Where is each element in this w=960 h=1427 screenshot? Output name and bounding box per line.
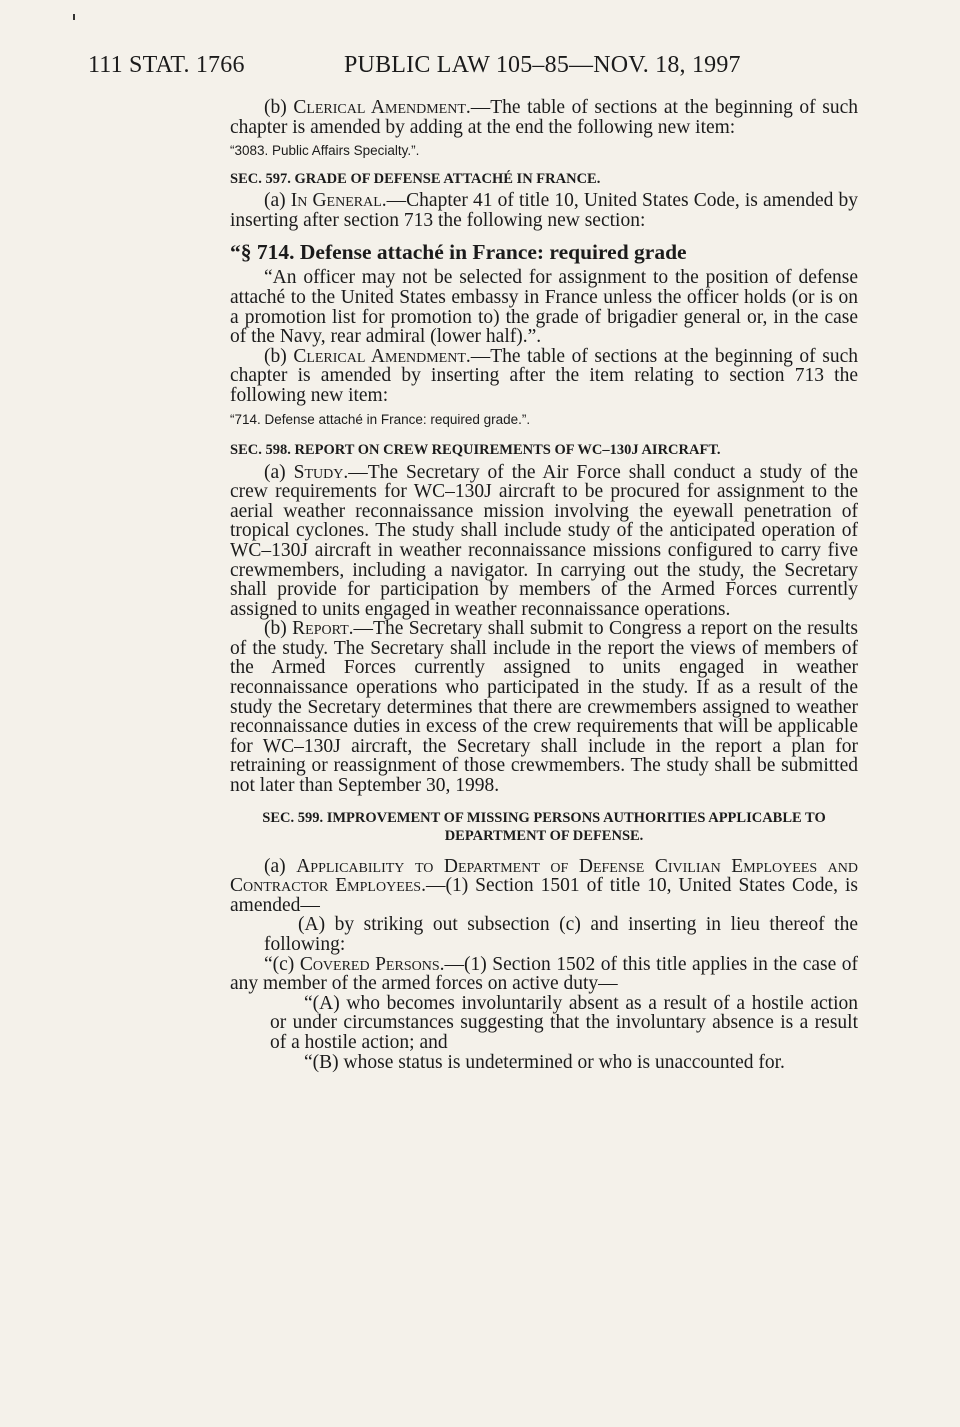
section-598-heading: SEC. 598. REPORT ON CREW REQUIREMENTS OF WC–130J AIRCRAFT. <box>230 441 721 458</box>
study-heading: Study <box>293 461 344 483</box>
report-heading: Report <box>292 618 349 640</box>
section-599-heading: SEC. 599. IMPROVEMENT OF MISSING PERSONS AUTHORITIES APPLICABLE TO DEPARTMENT OF DEFENSE. <box>262 809 826 844</box>
clause-c1A: “(A) who becomes involuntarily absent as a result of a hostile action or under circumstances suggesting that the involuntary absence is a result of a hostile action; and <box>270 992 858 1053</box>
clause-c1B: “(B) whose status is undetermined or who is unaccounted for. <box>304 1051 785 1073</box>
applicability-heading: Applicability to Department of Defense Civilian Employees and Contractor Employees <box>230 855 858 897</box>
clerical-amendment-597b: (b) Clerical Amendment.—The table of sections at the beginning of such chapter is amended by inserting after the item relating to section 713 the following new item: <box>230 345 858 406</box>
covered-persons-heading: Covered Persons <box>299 953 440 975</box>
section-597a: (a) In General.—Chapter 41 of title 10, United States Code, is amended by inserting after section 713 the following new section: <box>230 190 858 231</box>
clerical-amendment-heading: Clerical Amendment <box>293 97 466 118</box>
section-598a: (a) Study.—The Secretary of the Air Force shall conduct a study of the crew requirements for WC–130J aircraft to be procured for assignment to the aerial weather reconnaissance mission involving the eyewall penetration of tropical cyclones. The study shall include study of the anticipated operation of WC–130J aircraft in weather reconnaissance missions configured to carry five crewmembers, including a navigator. In carrying out the study, the Secretary shall provide for participation by members of the Armed Forces currently assigned to units engaged in weather reconnaissance operations. <box>230 461 858 620</box>
clerical-amendment-596b: (b) Clerical Amendment.—The table of sections at the beginning of such chapter is amended by adding at the end the following new item: <box>230 97 858 138</box>
in-general-heading: In General <box>290 190 382 212</box>
clerical-amendment-heading-2: Clerical Amendment <box>293 345 466 367</box>
section-597-heading: SEC. 597. GRADE OF DEFENSE ATTACHÉ IN FRANCE. <box>230 171 601 188</box>
section-598b: (b) Report.—The Secretary shall submit to Congress a report on the results of the study. The Secretary shall include in the report the views of members of the Armed Forces currently assigned to units engaged in weather reconnaissance operations who participated in the study. If as a result of the study the Secretary determines that there are crewmembers assigned to weather reconnaissance duties in excess of the crew requirements that will be applicable for WC–130J aircraft, the Secretary shall include in the report a plan for retraining or reassignment of those crewmembers. The study shall be submitted not later than September 30, 1998. <box>230 618 858 797</box>
public-law-citation: PUBLIC LAW 105–85—NOV. 18, 1997 <box>344 52 741 78</box>
scan-speck <box>73 14 75 20</box>
section-714-text: “An officer may not be selected for assignment to the position of defense attaché to the United States embassy in France unless the officer holds (or is on a promotion list for promotion to) the grade of brigadier general or, in the case of the Navy, rear admiral (lower half).”. <box>230 267 858 348</box>
section-714-heading: “§ 714. Defense attaché in France: required grade <box>230 240 687 265</box>
subsection-c-covered-persons: “(c) Covered Persons.—(1) Section 1502 of this title applies in the case of any member of the armed forces on active duty— <box>230 953 858 995</box>
clause-599a1A: (A) by striking out subsection (c) and inserting in lieu thereof the following: <box>264 914 858 955</box>
statute-page-number: 111 STAT. 1766 <box>88 52 245 78</box>
document-body <box>230 98 858 1072</box>
table-item-714: “714. Defense attaché in France: required grade.”. <box>230 411 531 427</box>
table-item-3083: “3083. Public Affairs Specialty.”. <box>230 143 420 159</box>
section-599a: (a) Applicability to Department of Defense Civilian Employees and Contractor Employees.—(1) Section 1501 of title 10, United States Code, is amended— <box>230 855 858 916</box>
